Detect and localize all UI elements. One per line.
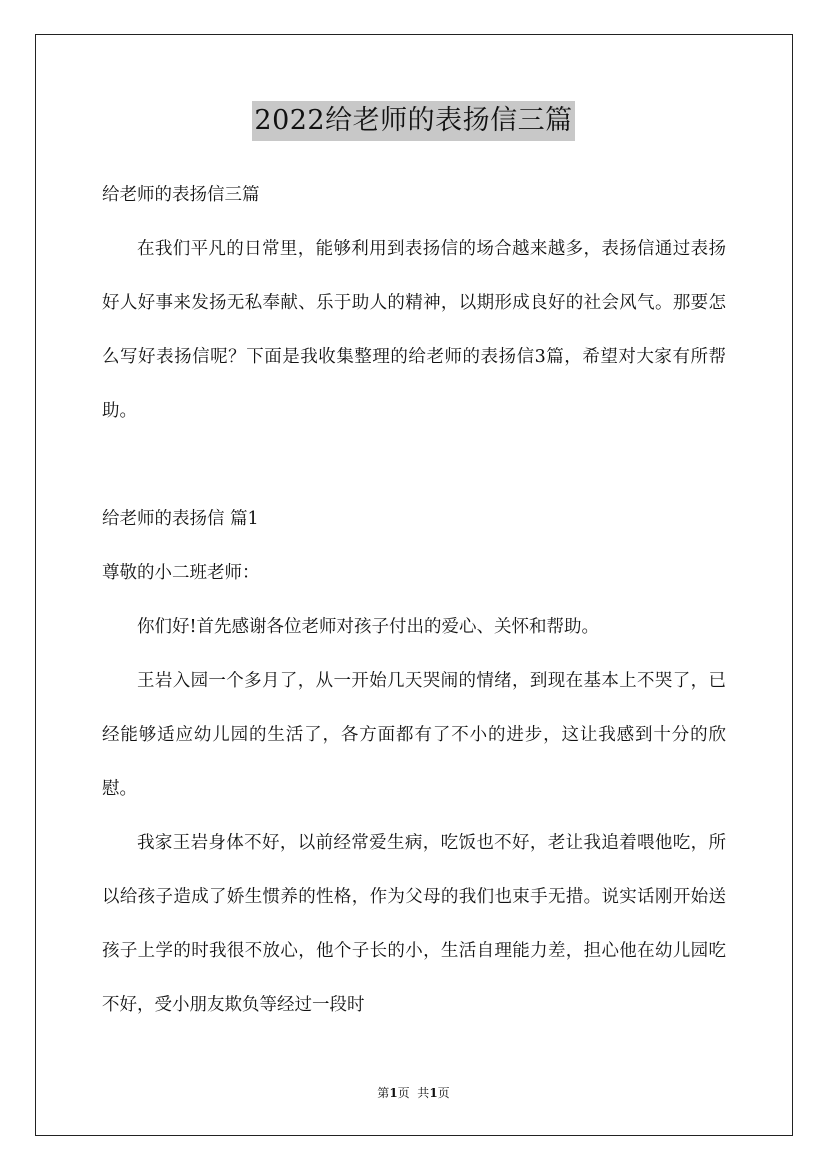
- section-gap: [102, 438, 726, 492]
- body-paragraph-1: 你们好!首先感谢各位老师对孩子付出的爱心、关怀和帮助。: [137, 617, 600, 637]
- salutation: 尊敬的小二班老师：: [102, 563, 260, 583]
- intro-paragraph: 在我们平凡的日常里，能够利用到表扬信的场合越来越多，表扬信通过表扬好人好事来发扬无私奉献、乐于助人的精神，以期形成良好的社会风气。那要怎么写好表扬信呢？下面是我收集整理的给老师的表扬信3篇，希望对大家有所帮助。: [102, 239, 726, 421]
- document-body: [102, 168, 726, 1032]
- title-wrap: [0, 101, 827, 141]
- footer-page-prefix: 第: [377, 1086, 390, 1100]
- footer-page-current: 1: [389, 1086, 398, 1100]
- section-heading: 给老师的表扬信 篇1: [102, 509, 259, 529]
- page-footer: [0, 1084, 827, 1101]
- document-title: 2022给老师的表扬信三篇: [252, 101, 574, 141]
- footer-page-total: 1: [429, 1086, 438, 1100]
- body-paragraph-2: 王岩入园一个多月了，从一开始几天哭闹的情绪，到现在基本上不哭了，已经能够适应幼儿园的生活了，各方面都有了不小的进步，这让我感到十分的欣慰。: [102, 671, 726, 799]
- body-paragraph-3: 我家王岩身体不好，以前经常爱生病，吃饭也不好，老让我追着喂他吃，所以给孩子造成了娇生惯养的性格，作为父母的我们也束手无措。说实话刚开始送孩子上学的时我很不放心，他个子长的小，生活自理能力差，担心他在幼儿园吃不好，受小朋友欺负等经过一段时: [102, 833, 726, 1015]
- document-subtitle: 给老师的表扬信三篇: [102, 185, 260, 205]
- footer-page-suffix: 页: [437, 1086, 450, 1100]
- footer-page-mid: 页 共: [397, 1086, 430, 1100]
